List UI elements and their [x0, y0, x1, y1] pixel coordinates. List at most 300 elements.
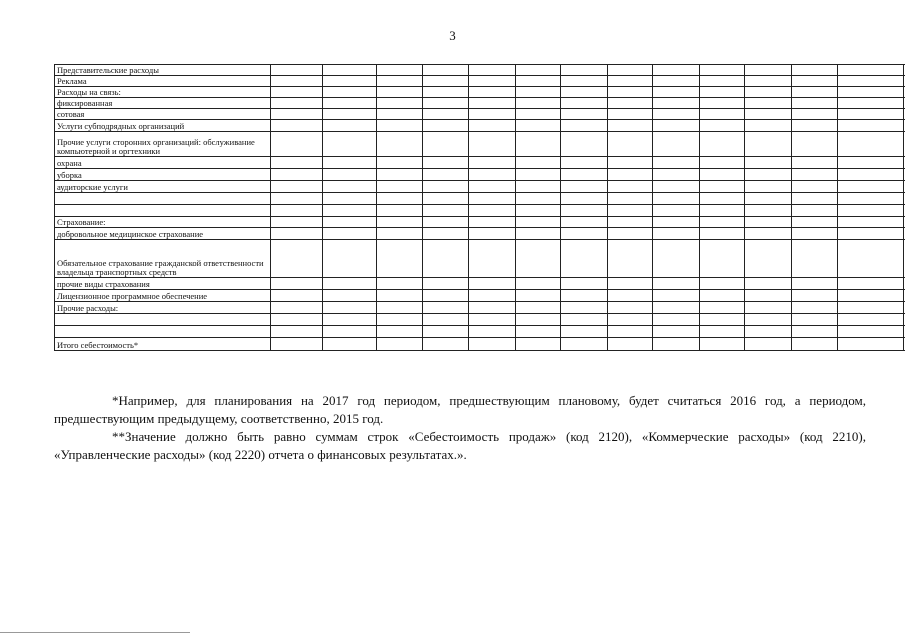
value-cell	[792, 302, 838, 314]
row-label-cell	[55, 205, 271, 217]
value-cell	[700, 181, 745, 193]
table-row	[55, 302, 905, 314]
value-cell	[700, 87, 745, 98]
value-cell	[561, 109, 608, 120]
value-cell	[745, 120, 792, 132]
value-cell	[423, 278, 469, 290]
value-cell	[377, 98, 423, 109]
value-cell	[423, 76, 469, 87]
value-cell	[323, 65, 377, 76]
value-cell	[516, 120, 561, 132]
value-cell	[561, 87, 608, 98]
value-cell	[377, 290, 423, 302]
value-cell	[377, 109, 423, 120]
value-cell	[653, 98, 700, 109]
value-cell	[700, 120, 745, 132]
value-cell	[271, 278, 323, 290]
value-cell	[792, 76, 838, 87]
footnotes	[54, 392, 866, 464]
value-cell	[561, 65, 608, 76]
table-row	[55, 240, 905, 278]
value-cell	[745, 87, 792, 98]
value-cell	[469, 65, 516, 76]
value-cell	[700, 217, 745, 228]
value-cell	[323, 87, 377, 98]
value-cell	[653, 326, 700, 338]
value-cell	[469, 240, 516, 278]
value-cell	[745, 181, 792, 193]
row-label-cell: Представительские расходы	[55, 65, 271, 76]
value-cell	[323, 132, 377, 157]
value-cell	[792, 338, 838, 351]
value-cell	[271, 65, 323, 76]
value-cell	[469, 109, 516, 120]
value-cell	[653, 314, 700, 326]
value-cell	[792, 120, 838, 132]
value-cell	[700, 228, 745, 240]
value-cell	[792, 132, 838, 157]
value-cell	[323, 326, 377, 338]
cost-table	[54, 64, 905, 351]
value-cell	[561, 193, 608, 205]
value-cell	[745, 228, 792, 240]
row-label-cell	[55, 314, 271, 326]
value-cell	[608, 120, 653, 132]
value-cell	[653, 302, 700, 314]
value-cell	[561, 205, 608, 217]
value-cell	[516, 217, 561, 228]
value-cell	[469, 193, 516, 205]
value-cell	[653, 193, 700, 205]
value-cell	[745, 76, 792, 87]
value-cell	[423, 290, 469, 302]
table-row	[55, 326, 905, 338]
value-cell	[516, 193, 561, 205]
table-row	[55, 65, 905, 76]
value-cell	[323, 240, 377, 278]
value-cell	[271, 302, 323, 314]
value-cell	[792, 290, 838, 302]
value-cell	[377, 132, 423, 157]
value-cell	[423, 98, 469, 109]
row-label-cell: сотовая	[55, 109, 271, 120]
value-cell	[608, 65, 653, 76]
value-cell	[377, 193, 423, 205]
value-cell	[323, 338, 377, 351]
value-cell	[792, 240, 838, 278]
value-cell	[700, 193, 745, 205]
value-cell	[745, 98, 792, 109]
value-cell	[792, 169, 838, 181]
value-cell	[792, 109, 838, 120]
value-cell	[423, 314, 469, 326]
value-cell	[469, 228, 516, 240]
value-cell	[838, 278, 904, 290]
cost-table-body	[55, 65, 905, 351]
value-cell	[271, 240, 323, 278]
value-cell	[516, 278, 561, 290]
value-cell	[323, 278, 377, 290]
value-cell	[469, 290, 516, 302]
value-cell	[745, 205, 792, 217]
value-cell	[377, 169, 423, 181]
value-cell	[700, 338, 745, 351]
value-cell	[423, 120, 469, 132]
value-cell	[700, 76, 745, 87]
value-cell	[838, 76, 904, 87]
value-cell	[653, 157, 700, 169]
value-cell	[423, 228, 469, 240]
value-cell	[271, 290, 323, 302]
value-cell	[469, 157, 516, 169]
value-cell	[516, 98, 561, 109]
value-cell	[469, 278, 516, 290]
value-cell	[561, 132, 608, 157]
row-label-cell: Итого себестоимость*	[55, 338, 271, 351]
value-cell	[700, 109, 745, 120]
value-cell	[469, 98, 516, 109]
value-cell	[745, 338, 792, 351]
value-cell	[653, 228, 700, 240]
value-cell	[745, 314, 792, 326]
row-label-cell: Расходы на связь:	[55, 87, 271, 98]
value-cell	[271, 193, 323, 205]
value-cell	[271, 132, 323, 157]
value-cell	[423, 240, 469, 278]
value-cell	[792, 326, 838, 338]
value-cell	[838, 326, 904, 338]
value-cell	[653, 87, 700, 98]
value-cell	[561, 228, 608, 240]
table-row	[55, 120, 905, 132]
value-cell	[323, 302, 377, 314]
value-cell	[469, 314, 516, 326]
value-cell	[469, 338, 516, 351]
value-cell	[561, 314, 608, 326]
value-cell	[469, 181, 516, 193]
value-cell	[516, 157, 561, 169]
value-cell	[838, 181, 904, 193]
value-cell	[608, 132, 653, 157]
value-cell	[608, 193, 653, 205]
value-cell	[469, 169, 516, 181]
table-row	[55, 76, 905, 87]
value-cell	[745, 109, 792, 120]
value-cell	[323, 76, 377, 87]
value-cell	[608, 109, 653, 120]
value-cell	[653, 65, 700, 76]
value-cell	[516, 65, 561, 76]
value-cell	[377, 326, 423, 338]
value-cell	[792, 228, 838, 240]
table-row	[55, 205, 905, 217]
value-cell	[561, 290, 608, 302]
value-cell	[745, 132, 792, 157]
value-cell	[271, 314, 323, 326]
value-cell	[516, 338, 561, 351]
value-cell	[377, 302, 423, 314]
value-cell	[792, 278, 838, 290]
value-cell	[377, 205, 423, 217]
value-cell	[792, 181, 838, 193]
value-cell	[838, 65, 904, 76]
table-row	[55, 217, 905, 228]
table-row	[55, 338, 905, 351]
value-cell	[700, 169, 745, 181]
value-cell	[561, 278, 608, 290]
value-cell	[323, 98, 377, 109]
value-cell	[653, 278, 700, 290]
value-cell	[561, 217, 608, 228]
value-cell	[608, 240, 653, 278]
value-cell	[271, 217, 323, 228]
value-cell	[745, 157, 792, 169]
value-cell	[838, 205, 904, 217]
value-cell	[377, 76, 423, 87]
value-cell	[377, 278, 423, 290]
value-cell	[792, 65, 838, 76]
value-cell	[608, 290, 653, 302]
value-cell	[745, 193, 792, 205]
value-cell	[561, 302, 608, 314]
value-cell	[561, 76, 608, 87]
value-cell	[271, 109, 323, 120]
table-row	[55, 169, 905, 181]
value-cell	[653, 181, 700, 193]
value-cell	[653, 169, 700, 181]
value-cell	[653, 217, 700, 228]
value-cell	[700, 132, 745, 157]
value-cell	[700, 314, 745, 326]
value-cell	[423, 65, 469, 76]
value-cell	[561, 98, 608, 109]
row-label-cell: Обязательное страхование гражданской ответственности владельца транспортных средств	[55, 240, 271, 278]
value-cell	[792, 205, 838, 217]
table-row	[55, 290, 905, 302]
value-cell	[271, 228, 323, 240]
value-cell	[608, 338, 653, 351]
value-cell	[323, 314, 377, 326]
value-cell	[377, 157, 423, 169]
footnote-example-period: *Например, для планирования на 2017 год периодом, предшествующим плановому, будет считаться 2016 год, а периодом, предшествующим предыдущему, соответственно, 2015 год.	[54, 393, 866, 426]
value-cell	[469, 120, 516, 132]
value-cell	[323, 157, 377, 169]
value-cell	[516, 132, 561, 157]
value-cell	[608, 326, 653, 338]
footnote-total-value: **Значение должно быть равно суммам строк «Себестоимость продаж» (код 2120), «Коммерческие расходы» (код 2210), «Управленческие расходы» (код 2220) отчета о финансовых результатах.».	[54, 429, 866, 462]
value-cell	[271, 205, 323, 217]
value-cell	[561, 326, 608, 338]
value-cell	[700, 326, 745, 338]
value-cell	[792, 314, 838, 326]
value-cell	[423, 109, 469, 120]
value-cell	[516, 169, 561, 181]
value-cell	[323, 109, 377, 120]
value-cell	[271, 120, 323, 132]
value-cell	[700, 278, 745, 290]
table-row	[55, 228, 905, 240]
value-cell	[423, 181, 469, 193]
value-cell	[323, 193, 377, 205]
value-cell	[271, 157, 323, 169]
value-cell	[561, 338, 608, 351]
value-cell	[838, 98, 904, 109]
row-label-cell: Прочие услуги сторонних организаций: обслуживание компьютерной и оргтехники	[55, 132, 271, 157]
value-cell	[700, 290, 745, 302]
value-cell	[423, 338, 469, 351]
value-cell	[653, 338, 700, 351]
page-number: 3	[449, 28, 456, 43]
value-cell	[561, 169, 608, 181]
value-cell	[838, 217, 904, 228]
value-cell	[653, 205, 700, 217]
value-cell	[608, 98, 653, 109]
table-row	[55, 87, 905, 98]
value-cell	[608, 205, 653, 217]
value-cell	[516, 240, 561, 278]
value-cell	[608, 217, 653, 228]
value-cell	[745, 326, 792, 338]
value-cell	[423, 217, 469, 228]
value-cell	[653, 109, 700, 120]
value-cell	[745, 217, 792, 228]
value-cell	[608, 314, 653, 326]
value-cell	[838, 338, 904, 351]
value-cell	[423, 193, 469, 205]
value-cell	[653, 120, 700, 132]
value-cell	[323, 169, 377, 181]
value-cell	[608, 228, 653, 240]
value-cell	[469, 205, 516, 217]
row-label-cell	[55, 193, 271, 205]
row-label-cell: Услуги субподрядных организаций	[55, 120, 271, 132]
value-cell	[838, 132, 904, 157]
value-cell	[423, 326, 469, 338]
value-cell	[608, 169, 653, 181]
value-cell	[423, 169, 469, 181]
value-cell	[516, 87, 561, 98]
value-cell	[377, 65, 423, 76]
value-cell	[792, 217, 838, 228]
row-label-cell: Реклама	[55, 76, 271, 87]
value-cell	[745, 169, 792, 181]
value-cell	[561, 240, 608, 278]
row-label-cell: прочие виды страхования	[55, 278, 271, 290]
value-cell	[608, 76, 653, 87]
value-cell	[377, 240, 423, 278]
value-cell	[516, 205, 561, 217]
value-cell	[561, 181, 608, 193]
value-cell	[516, 228, 561, 240]
value-cell	[653, 76, 700, 87]
row-label-cell: добровольное медицинское страхование	[55, 228, 271, 240]
value-cell	[745, 278, 792, 290]
value-cell	[323, 217, 377, 228]
row-label-cell: Прочие расходы:	[55, 302, 271, 314]
value-cell	[516, 76, 561, 87]
value-cell	[271, 181, 323, 193]
value-cell	[838, 109, 904, 120]
value-cell	[323, 205, 377, 217]
table-row	[55, 314, 905, 326]
value-cell	[700, 240, 745, 278]
table-row	[55, 109, 905, 120]
value-cell	[377, 181, 423, 193]
value-cell	[745, 290, 792, 302]
row-label-cell: охрана	[55, 157, 271, 169]
value-cell	[653, 290, 700, 302]
value-cell	[271, 76, 323, 87]
row-label-cell	[55, 326, 271, 338]
value-cell	[700, 302, 745, 314]
value-cell	[838, 240, 904, 278]
value-cell	[561, 120, 608, 132]
table-row	[55, 278, 905, 290]
value-cell	[838, 302, 904, 314]
value-cell	[745, 240, 792, 278]
value-cell	[608, 181, 653, 193]
row-label-cell: Страхование:	[55, 217, 271, 228]
value-cell	[653, 132, 700, 157]
value-cell	[745, 302, 792, 314]
value-cell	[792, 157, 838, 169]
value-cell	[516, 290, 561, 302]
row-label-cell: Лицензионное программное обеспечение	[55, 290, 271, 302]
value-cell	[377, 338, 423, 351]
value-cell	[323, 181, 377, 193]
value-cell	[608, 157, 653, 169]
value-cell	[608, 302, 653, 314]
value-cell	[271, 87, 323, 98]
value-cell	[700, 157, 745, 169]
value-cell	[792, 98, 838, 109]
value-cell	[838, 169, 904, 181]
value-cell	[792, 87, 838, 98]
value-cell	[838, 87, 904, 98]
value-cell	[469, 76, 516, 87]
bottom-divider	[0, 632, 190, 633]
value-cell	[608, 278, 653, 290]
value-cell	[838, 157, 904, 169]
value-cell	[838, 193, 904, 205]
row-label-cell: аудиторские услуги	[55, 181, 271, 193]
table-row	[55, 98, 905, 109]
table-row	[55, 193, 905, 205]
value-cell	[700, 98, 745, 109]
value-cell	[271, 169, 323, 181]
value-cell	[608, 87, 653, 98]
value-cell	[516, 314, 561, 326]
value-cell	[469, 217, 516, 228]
value-cell	[792, 193, 838, 205]
value-cell	[423, 302, 469, 314]
value-cell	[469, 132, 516, 157]
value-cell	[469, 87, 516, 98]
value-cell	[423, 205, 469, 217]
table-row	[55, 181, 905, 193]
value-cell	[700, 65, 745, 76]
row-label-cell: уборка	[55, 169, 271, 181]
value-cell	[838, 314, 904, 326]
table-row	[55, 157, 905, 169]
row-label-cell: фиксированная	[55, 98, 271, 109]
value-cell	[377, 228, 423, 240]
value-cell	[838, 228, 904, 240]
value-cell	[377, 87, 423, 98]
value-cell	[323, 120, 377, 132]
value-cell	[423, 87, 469, 98]
value-cell	[516, 302, 561, 314]
